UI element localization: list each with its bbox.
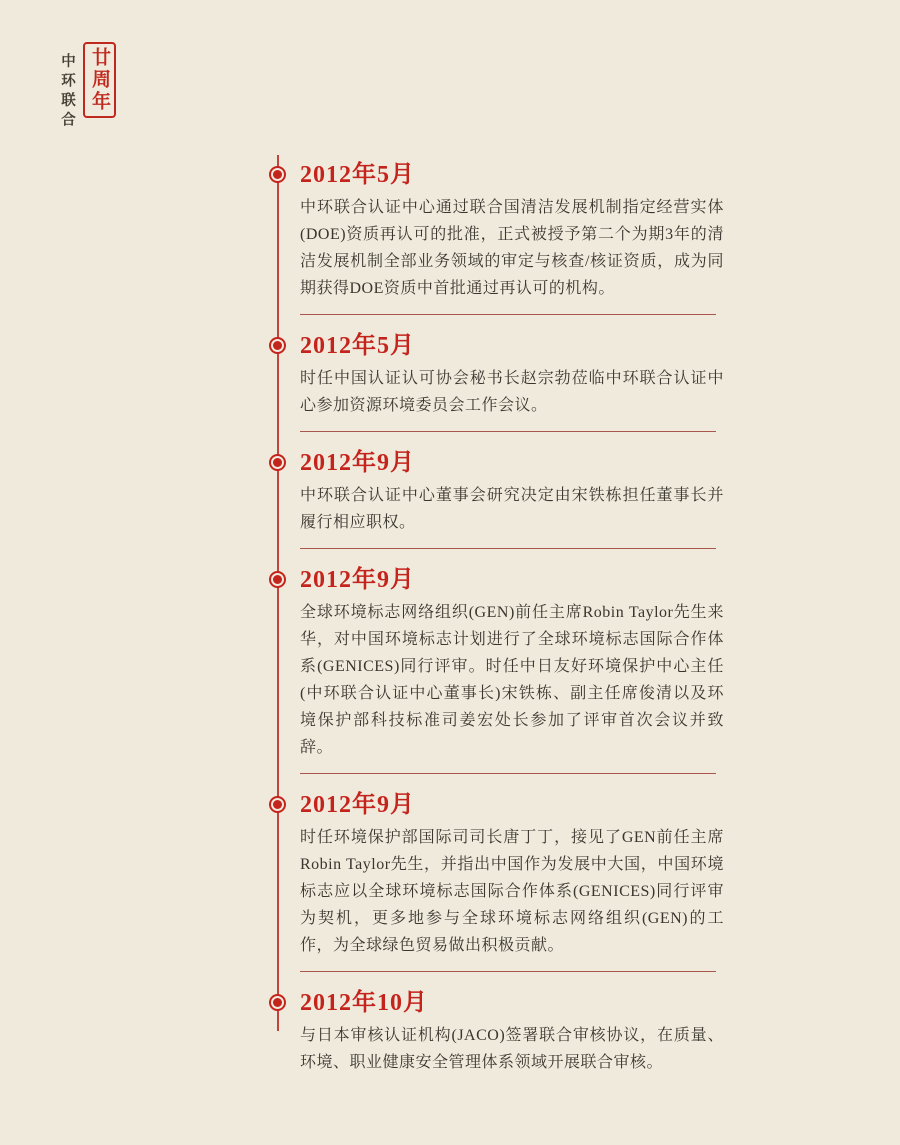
timeline-bullet-dot-icon [273,341,282,350]
timeline-vertical-line [277,155,279,1031]
entry-separator-line [300,971,716,972]
anniversary-seal-stamp: 廿周年 [83,42,116,118]
timeline-bullet-icon [269,571,286,588]
timeline-bullet-icon [269,166,286,183]
entry-date: 2012年5月 [300,333,415,359]
timeline-bullet-dot-icon [273,575,282,584]
timeline-bullet-dot-icon [273,998,282,1007]
timeline-entry [300,991,724,1076]
timeline-bullet-dot-icon [273,170,282,179]
entry-date: 2012年5月 [300,162,415,188]
entry-date: 2012年10月 [300,990,428,1016]
timeline-bullet-icon [269,337,286,354]
entry-text: 与日本审核认证机构(JACO)签署联合审核协议，在质量、环境、职业健康安全管理体系领域开展联合审核。 [300,1027,724,1071]
timeline-entry [300,163,724,302]
entry-text: 全球环境标志网络组织(GEN)前任主席Robin Taylor先生来华，对中国环境标志计划进行了全球环境标志国际合作体系(GENICES)同行评审。时任中日友好环境保护中心主任(中环联合认证中心董事长)宋铁栋、副主任席俊清以及环境保护部科技标准司姜宏处长参加了评审首次会议并致辞。 [300,604,724,756]
timeline-bullet-icon [269,454,286,471]
entry-text: 时任中国认证认可协会秘书长赵宗勃莅临中环联合认证中心参加资源环境委员会工作会议。 [300,370,724,414]
entry-separator-line [300,773,716,774]
timeline-bullet-icon [269,796,286,813]
entry-date: 2012年9月 [300,567,415,593]
timeline-entry [300,451,724,536]
entry-date: 2012年9月 [300,792,415,818]
timeline-entry [300,334,724,419]
entry-date: 2012年9月 [300,450,415,476]
timeline-entry [300,793,724,959]
entry-text: 中环联合认证中心通过联合国清洁发展机制指定经营实体(DOE)资质再认可的批准，正式被授予第二个为期3年的清洁发展机制全部业务领域的审定与核查/核证资质，成为同期获得DOE资质中首批通过再认可的机构。 [300,199,724,297]
entry-text: 中环联合认证中心董事会研究决定由宋铁栋担任董事长并履行相应职权。 [300,487,724,531]
timeline-entry [300,568,724,761]
brand-logo [57,42,116,139]
timeline-bullet-icon [269,994,286,1011]
entry-separator-line [300,314,716,315]
entry-separator-line [300,431,716,432]
brand-name-vertical-text: 中环联合 [59,53,75,131]
timeline-bullet-dot-icon [273,800,282,809]
entry-separator-line [300,548,716,549]
timeline-entries [300,163,724,1076]
entry-text: 时任环境保护部国际司司长唐丁丁，接见了GEN前任主席Robin Taylor先生，并指出中国作为发展中大国，中国环境标志应以全球环境标志国际合作体系(GENICES)同行评审为契机，更多地参与全球环境标志网络组织(GEN)的工作，为全球绿色贸易做出积极贡献。 [300,829,724,954]
timeline-bullet-dot-icon [273,458,282,467]
